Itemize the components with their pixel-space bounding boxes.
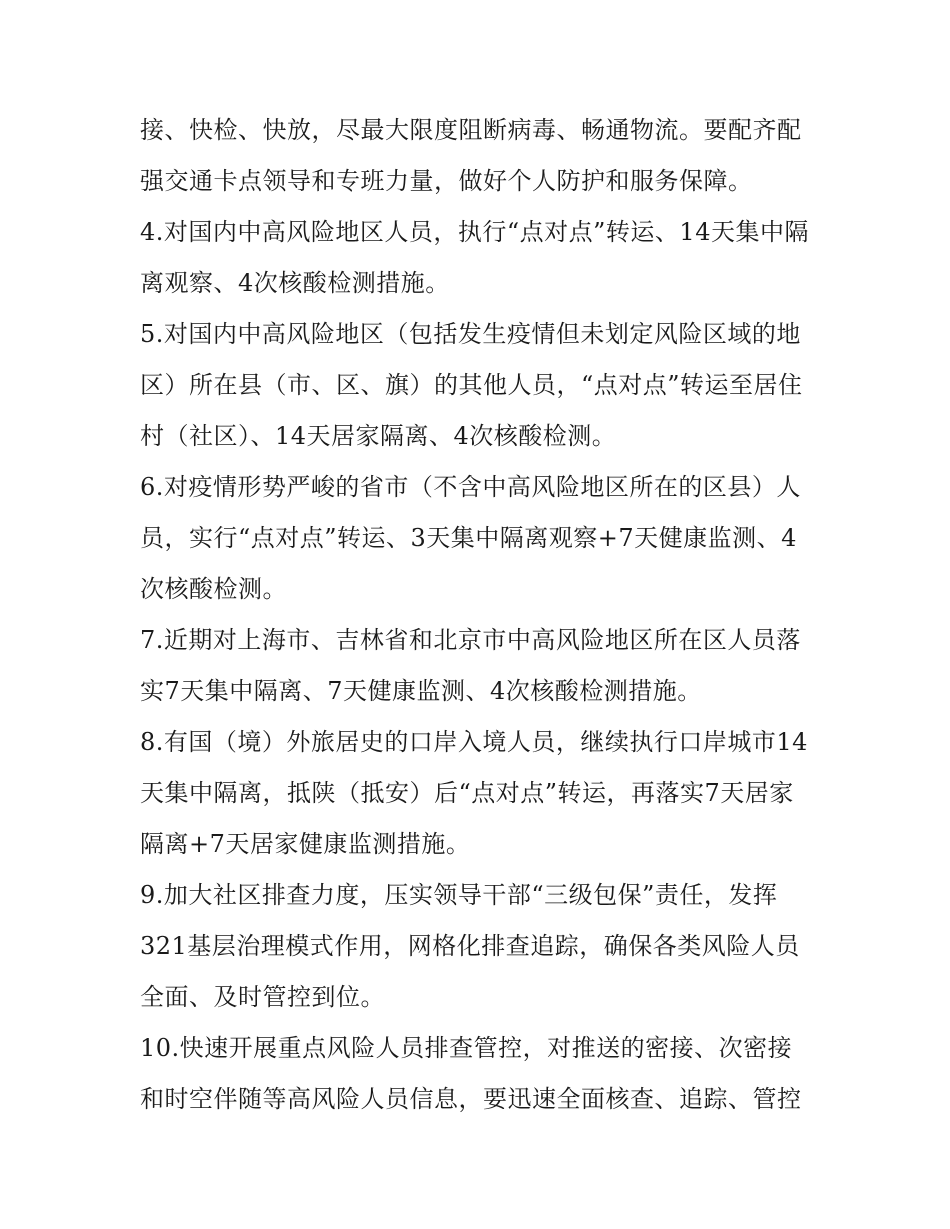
text-line: 8.有国（境）外旅居史的口岸入境人员，继续执行口岸城市14 bbox=[140, 728, 808, 756]
text-line: 强交通卡点领导和专班力量，做好个人防护和服务保障。 bbox=[140, 167, 753, 195]
text-line: 321基层治理模式作用，网格化排查追踪，确保各类风险人员 bbox=[140, 932, 800, 960]
text-line: 次核酸检测。 bbox=[140, 575, 287, 603]
text-line: 区）所在县（市、区、旗）的其他人员，“点对点”转运至居住 bbox=[140, 371, 803, 399]
text-line: 10.快速开展重点风险人员排查管控，对推送的密接、次密接 bbox=[140, 1034, 793, 1062]
text-line: 4.对国内中高风险地区人员，执行“点对点”转运、14天集中隔 bbox=[140, 218, 809, 246]
text-line: 7.近期对上海市、吉林省和北京市中高风险地区所在区人员落 bbox=[140, 626, 801, 654]
text-line: 5.对国内中高风险地区（包括发生疫情但未划定风险区域的地 bbox=[140, 320, 801, 348]
text-line: 9.加大社区排查力度，压实领导干部“三级包保”责任，发挥 bbox=[140, 881, 778, 909]
text-line: 实7天集中隔离、7天健康监测、4次核酸检测措施。 bbox=[140, 677, 702, 705]
text-line: 全面、及时管控到位。 bbox=[140, 983, 385, 1011]
text-line: 员，实行“点对点”转运、3天集中隔离观察+7天健康监测、4 bbox=[140, 524, 797, 552]
document-page bbox=[140, 105, 820, 1125]
text-line: 接、快检、快放，尽最大限度阻断病毒、畅通物流。要配齐配 bbox=[140, 116, 802, 144]
text-line: 隔离+7天居家健康监测措施。 bbox=[140, 830, 471, 858]
text-line: 村（社区）、14天居家隔离、4次核酸检测。 bbox=[140, 422, 617, 450]
text-line: 离观察、4次核酸检测措施。 bbox=[140, 269, 450, 297]
text-line: 6.对疫情形势严峻的省市（不含中高风险地区所在的区县）人 bbox=[140, 473, 801, 501]
text-line: 和时空伴随等高风险人员信息，要迅速全面核查、追踪、管控 bbox=[140, 1085, 802, 1113]
text-line: 天集中隔离，抵陕（抵安）后“点对点”转运，再落实7天居家 bbox=[140, 779, 794, 807]
